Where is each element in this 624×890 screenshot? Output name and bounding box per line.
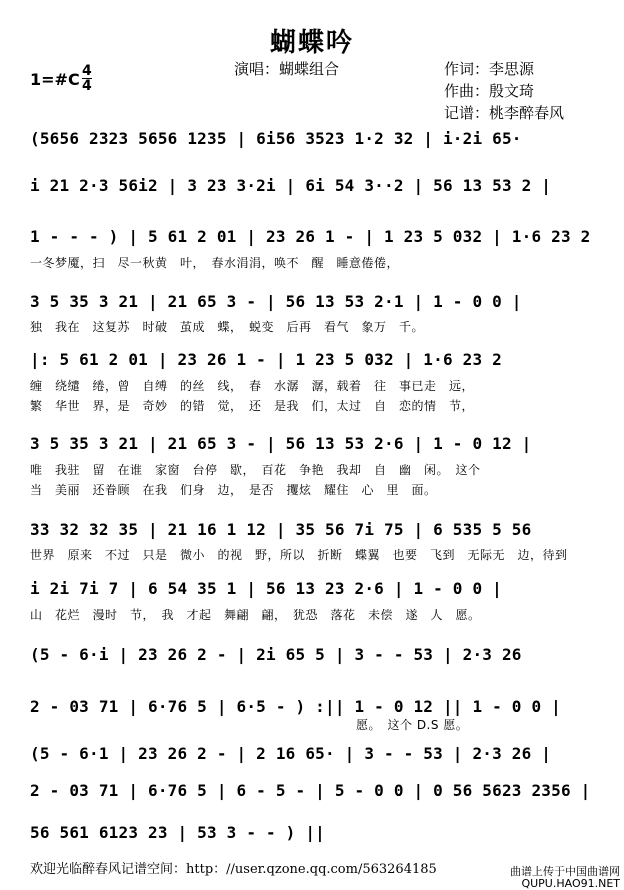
- lyric-row: 愿。 这个 D.S 愿。: [356, 718, 469, 732]
- lyric-row: 世界 原来 不过 只是 微小 的视 野，所以 折断 蝶翼 也要 飞到 无际无 边，待到: [30, 548, 568, 562]
- notation-row: 33 32 32 35 | 21 16 1 12 | 35 56 7i 75 | 6 535 5 56: [30, 519, 532, 539]
- notation-row: 3 5 35 3 21 | 21 65 3 - | 56 13 53 2·6 | 1 - 0 12 |: [30, 433, 532, 453]
- lyric-row: 一冬梦魇，扫 尽一秋黄 叶， 春水涓涓，唤不 醒 睡意倦倦，: [30, 256, 400, 270]
- notation-row: 1 - - - ) | 5 61 2 01 | 23 26 1 - | 1 23 5 032 | 1·6 23 2: [30, 226, 591, 246]
- lyric-row: 独 我在 这复苏 时破 茧成 蝶， 蜕变 后再 看气 象万 千。: [30, 320, 425, 334]
- footer-text: 欢迎光临醉春风记谱空间：http：//user.qzone.qq.com/563264185: [30, 862, 437, 877]
- lyric-row: 唯 我驻 留 在谁 家窗 台停 歇， 百花 争艳 我却 自 幽 闲。 这个: [30, 463, 481, 477]
- notation-row: 2 - 03 71 | 6·76 5 | 6 - 5 - | 5 - 0 0 | 0 56 5623 2356 |: [30, 780, 591, 800]
- song-title: 蝴蝶吟: [269, 28, 354, 58]
- site-watermark-line2: QUPU.HAO91.NET: [521, 877, 620, 890]
- lyric-row: 繁 华世 界，是 奇妙 的错 觉， 还 是我 们，太过 自 恋的情 节，: [30, 399, 475, 413]
- transcriber-credit: 记谱：桃李醉春风: [444, 104, 565, 122]
- notation-row: 56 561 6123 23 | 53 3 - - ) ||: [30, 822, 325, 842]
- notation-row: i 2i 7i 7 | 6 54 35 1 | 56 13 23 2·6 | 1 - 0 0 |: [30, 578, 502, 598]
- notation-row: i 21 2·3 56i2 | 3 23 3·2i | 6i 54 3··2 | 56 13 53 2 |: [30, 175, 552, 195]
- key-signature: 1=#C: [30, 70, 80, 89]
- lyric-row: 当 美丽 还眷顾 在我 们身 边， 是否 攫炫 耀住 心 里 面。: [30, 483, 437, 497]
- time-signature-bottom: 4: [82, 78, 92, 94]
- notation-row: 3 5 35 3 21 | 21 65 3 - | 56 13 53 2·1 | 1 - 0 0 |: [30, 291, 522, 311]
- composer-credit: 作曲：殷文琦: [444, 82, 535, 100]
- lyricist-credit: 作词：李思源: [444, 60, 535, 78]
- site-watermark-line1: 曲谱上传于中国曲谱网: [510, 865, 620, 878]
- site-watermark: [510, 866, 620, 890]
- time-signature: [82, 64, 92, 93]
- notation-row: |: 5 61 2 01 | 23 26 1 - | 1 23 5 032 | 1·6 23 2: [30, 349, 502, 369]
- time-signature-top: 4: [82, 63, 92, 79]
- notation-row: (5 - 6·1 | 23 26 2 - | 2 16 65· | 3 - - 53 | 2·3 26 |: [30, 743, 552, 763]
- lyric-row: 山 花烂 漫时 节， 我 才起 舞翩 翩， 犹恐 落花 未偿 遂 人 愿。: [30, 608, 481, 622]
- notation-row: (5656 2323 5656 1235 | 6i56 3523 1·2 32 | i·2i 65·: [30, 128, 522, 148]
- notation-row: 2 - 03 71 | 6·76 5 | 6·5 - ) :|| 1 - 0 12 || 1 - 0 0 |: [30, 696, 561, 716]
- singer-credit: 演唱：蝴蝶组合: [234, 60, 340, 78]
- notation-row: (5 - 6·i | 23 26 2 - | 2i 65 5 | 3 - - 53 | 2·3 26: [30, 644, 522, 664]
- lyric-row: 缠 绕缱 绻，曾 自缚 的丝 线， 春 水潺 潺，载着 往 事已走 远，: [30, 379, 475, 393]
